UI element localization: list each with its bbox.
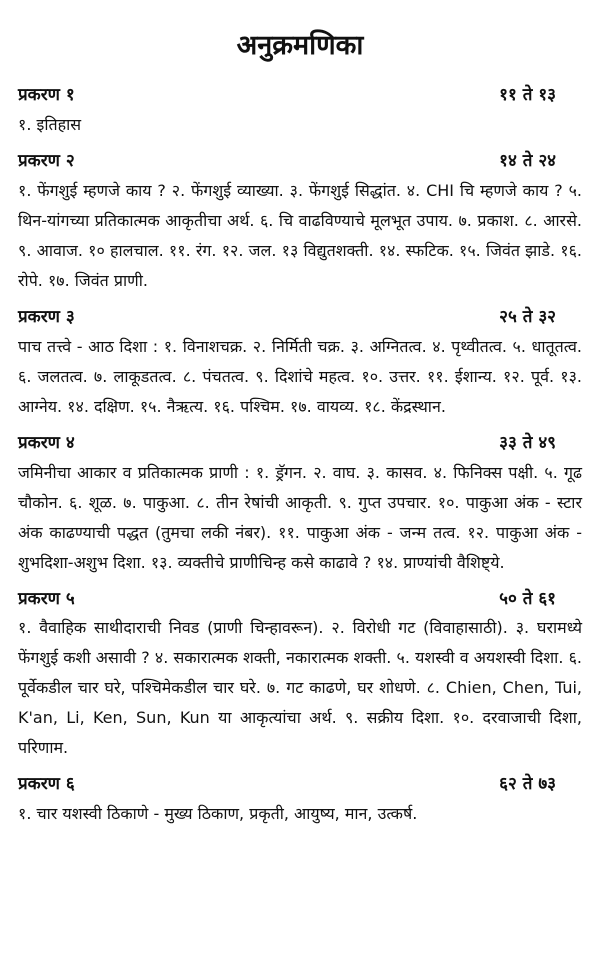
- chapter-page-range: ६२ ते ७३: [499, 774, 556, 795]
- chapter-label: प्रकरण ४: [18, 432, 75, 453]
- chapter-heading-row: [18, 773, 582, 797]
- chapter-label: प्रकरण १: [18, 85, 75, 106]
- chapter-page-range: ११ ते १३: [499, 85, 556, 106]
- chapter-heading-row: [18, 150, 582, 174]
- chapter-heading-row: [18, 306, 582, 330]
- chapter-6: [18, 773, 582, 829]
- chapter-1: [18, 84, 582, 140]
- chapter-page-range: ५० ते ६१: [499, 588, 556, 609]
- chapter-page-range: ३३ ते ४९: [499, 432, 556, 453]
- chapter-contents: १. वैवाहिक साथीदाराची निवड (प्राणी चिन्हावरून). २. विरोधी गट (विवाहासाठी). ३. घरामध्ये फेंगशुई कशी असावी ? ४. सकारात्मक शक्ती, नकारात्मक शक्ती. ५. यशस्वी व अयशस्वी दिशा. ६. पूर्वेकडील चार घरे, पश्चिमेकडील चार घरे. ७. गट काढणे, घर शोधणे. ८. Chien, Chen, Tui, K'an, Li, Ken, Sun, Kun या आकृत्यांचा अर्थ. ९. सक्रीय दिशा. १०. दरवाजाची दिशा, परिणाम.: [18, 618, 582, 758]
- chapter-contents: १. इतिहास: [18, 115, 82, 135]
- chapter-4: [18, 432, 582, 578]
- chapter-page-range: १४ ते २४: [499, 151, 556, 172]
- chapter-heading-row: [18, 84, 582, 108]
- chapter-2: [18, 150, 582, 296]
- chapter-label: प्रकरण ३: [18, 306, 75, 327]
- chapter-label: प्रकरण २: [18, 151, 75, 172]
- chapter-3: [18, 306, 582, 422]
- chapter-heading-row: [18, 432, 582, 456]
- chapter-heading-row: [18, 588, 582, 612]
- chapter-page-range: २५ ते ३२: [499, 306, 556, 327]
- page-title: अनुक्रमणिका: [236, 30, 364, 61]
- chapter-contents: जमिनीचा आकार व प्रतिकात्मक प्राणी : १. ड्रॅगन. २. वाघ. ३. कासव. ४. फिनिक्स पक्षी. ५. गूढ चौकोन. ६. शूळ. ७. पाकुआ. ८. तीन रेषांची आकृती. ९. गुप्त उपचार. १०. पाकुआ अंक - स्टार अंक काढण्याची पद्धत (तुमचा लकी नंबर). ११. पाकुआ अंक - जन्म तत्व. १२. पाकुआ अंक - शुभदिशा-अशुभ दिशा. १३. व्यक्तीचे प्राणीचिन्ह कसे काढावे ? १४. प्राण्यांची वैशिष्ट्ये.: [18, 462, 582, 572]
- chapter-contents: १. चार यशस्वी ठिकाणे - मुख्य ठिकाण, प्रकृती, आयुष्य, मान, उत्कर्ष.: [18, 804, 418, 824]
- chapter-label: प्रकरण ५: [18, 588, 75, 609]
- chapter-contents: पाच तत्त्वे - आठ दिशा : १. विनाशचक्र. २. निर्मिती चक्र. ३. अग्नितत्व. ४. पृथ्वीतत्व. ५. धातूतत्व. ६. जलतत्व. ७. लाकूडतत्व. ८. पंचतत्व. ९. दिशांचे महत्व. १०. उत्तर. ११. ईशान्य. १२. पूर्व. १३. आग्नेय. १४. दक्षिण. १५. नैऋत्य. १६. पश्चिम. १७. वायव्य. १८. केंद्रस्थान.: [18, 336, 582, 416]
- chapter-5: [18, 588, 582, 764]
- chapter-contents: १. फेंगशुई म्हणजे काय ? २. फेंगशुई व्याख्या. ३. फेंगशुई सिद्धांत. ४. CHI चि म्हणजे काय ? ५. थिन-यांगच्या प्रतिकात्मक आकृतीचा अर्थ. ६. चि वाढविण्याचे मूलभूत उपाय. ७. प्रकाश. ८. आरसे. ९. आवाज. १० हालचाल. ११. रंग. १२. जल. १३ विद्युतशक्ती. १४. स्फटिक. १५. जिवंत झाडे. १६. रोपे. १७. जिवंत प्राणी.: [18, 180, 582, 290]
- chapter-label: प्रकरण ६: [18, 774, 75, 795]
